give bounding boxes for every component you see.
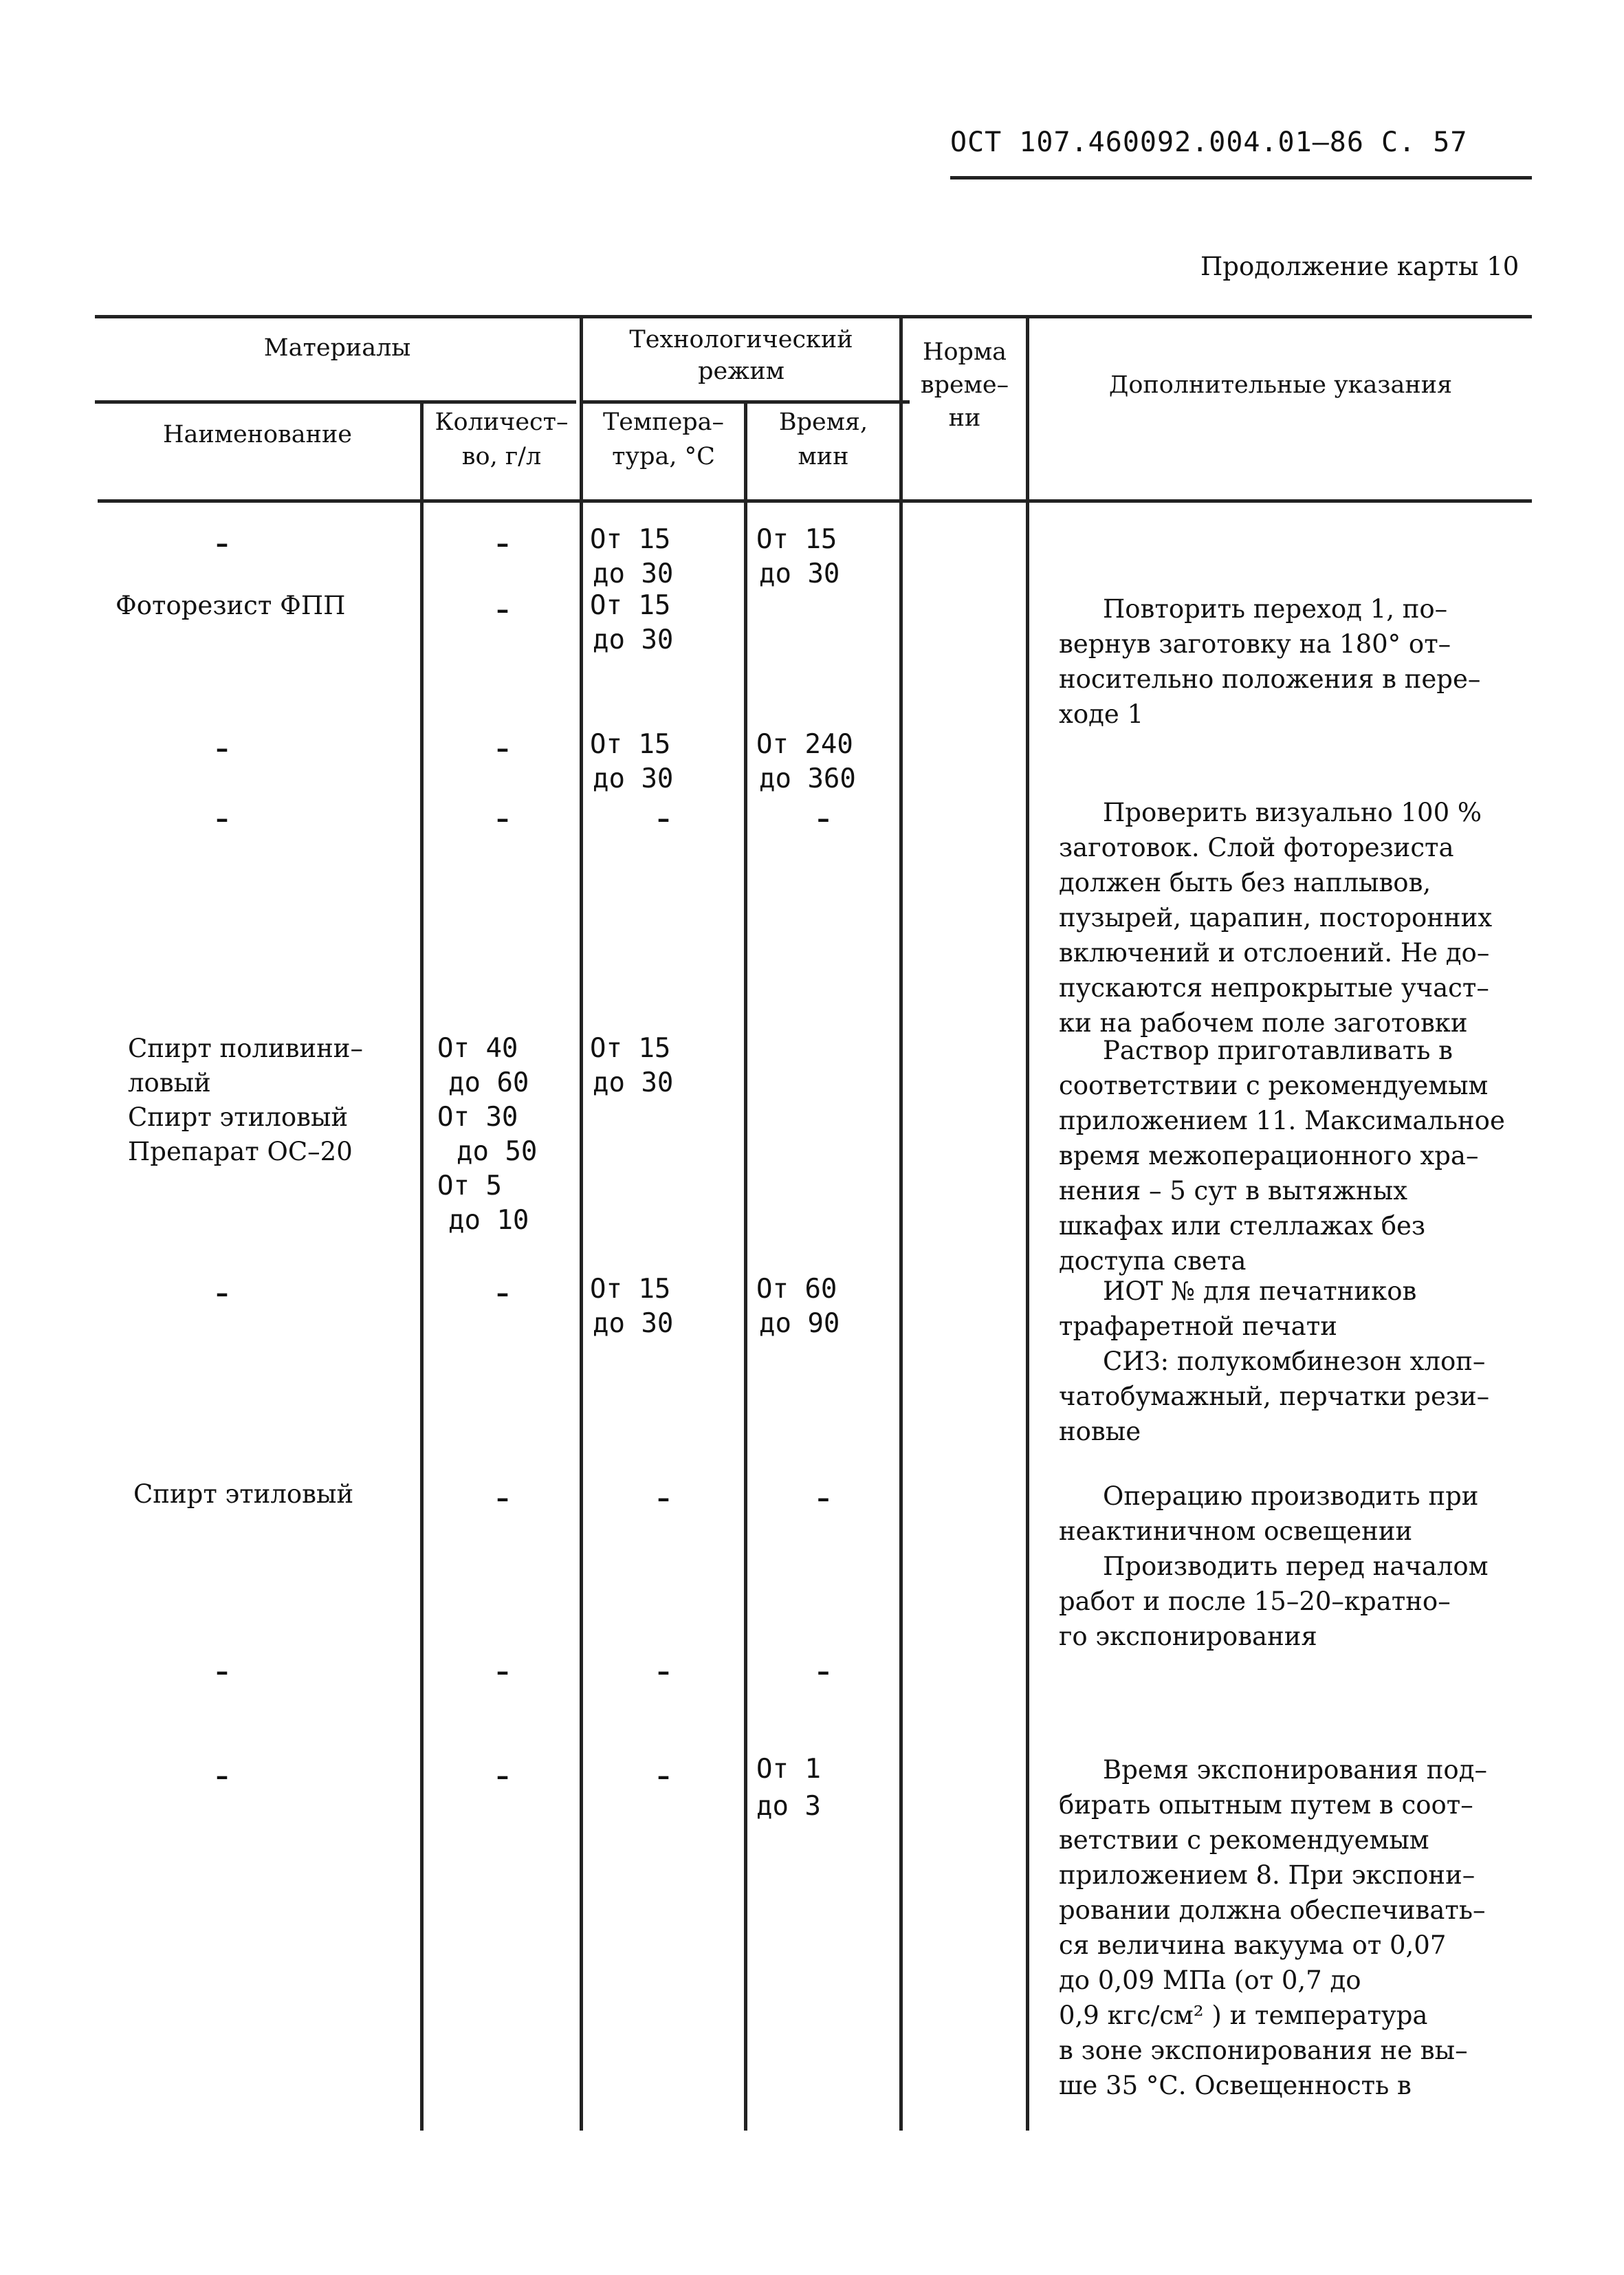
header-time-2: мин — [798, 443, 849, 470]
row2-time-from: От 240 — [756, 729, 853, 760]
row8-time-from: От 1 — [756, 1754, 821, 1785]
header-materials: Материалы — [263, 334, 411, 362]
row4-qty-2-to: до 50 — [457, 1136, 538, 1167]
row5-note: ИОТ № для печатников трафаретной печати СИЗ: полукомбинезон хлоп– чатобумажный, перчатки рези– новые — [1059, 1276, 1490, 1446]
row7-name: – — [215, 1656, 229, 1686]
header-qty-1: Количест– — [435, 409, 569, 436]
row7-time: – — [817, 1656, 830, 1686]
row5-temp-to: до 30 — [593, 1308, 674, 1339]
header-norm-3: ни — [948, 404, 981, 432]
row6-qty: – — [496, 1483, 509, 1513]
row0-name: – — [215, 528, 229, 558]
row2-temp-to: до 30 — [593, 763, 674, 794]
row8-note: Время экспонирования под– бирать опытным путем в соот– ветствии с рекомендуемым приложением 8. При экспони– ровании должна обеспечивать– ся величина вакуума от 0,07 до 0,09 МПа (от 0,7 до 0,9 кгс/см² ) и температура в зоне экспонирования не вы– ше 35 °С. Освещенность в — [1059, 1755, 1487, 2100]
row6-note: Операцию производить при неактиничном освещении Производить перед началом работ и после 15–20–кратно– го экспонирования — [1059, 1481, 1489, 1651]
header-tech-mode-1: Технологический — [629, 326, 853, 353]
row1-note: Повторить переход 1, по– вернув заготовку на 180° от– носительно положения в пере– ходе 1 — [1059, 594, 1481, 729]
header-time-1: Время, — [778, 409, 868, 436]
header-norm-1: Норма — [922, 338, 1007, 366]
row4-note: Раствор приготавливать в соответствии с рекомендуемым приложением 11. Максимальное время межоперационного хра– нения – 5 сут в вытяжных шкафах или стеллажах без доступа света — [1059, 1036, 1505, 1276]
row8-name: – — [215, 1761, 229, 1791]
row3-temp: – — [657, 803, 670, 834]
row4-qty-3-to: до 10 — [448, 1205, 529, 1236]
row4-names: Спирт поливини– ловый Спирт этиловый Препарат ОС–20 — [128, 1034, 363, 1166]
row4-qty-2-from: От 30 — [437, 1102, 518, 1133]
header-bottom-rule — [98, 499, 1532, 503]
row8-qty: – — [496, 1761, 509, 1791]
row7-qty: – — [496, 1656, 509, 1686]
header-underline — [950, 176, 1532, 179]
row1-name: Фоторезист ФПП — [116, 591, 346, 620]
header-norm-2: време– — [920, 371, 1009, 399]
header-extra-instructions: Дополнительные указания — [1108, 371, 1453, 399]
row2-qty: – — [496, 733, 509, 763]
row8-time-to: до 3 — [756, 1791, 821, 1822]
row2-temp-from: От 15 — [590, 729, 671, 760]
row5-temp-from: От 15 — [590, 1274, 671, 1305]
row6-temp: – — [657, 1483, 670, 1513]
row4-qty-1-to: до 60 — [448, 1067, 529, 1098]
col-divider-temp — [744, 400, 747, 2131]
header-temp-1: Темпера– — [602, 409, 725, 436]
header-qty-2: во, г/л — [461, 443, 542, 470]
row4-temp-from: От 15 — [590, 1033, 671, 1064]
row0-time-to: до 30 — [759, 558, 840, 589]
header-temp-2: тура, °С — [612, 443, 715, 470]
table-top-rule — [95, 315, 1532, 318]
row7-temp: – — [657, 1656, 670, 1686]
header-tech-mode-2: режим — [698, 358, 784, 385]
row3-note: Проверить визуально 100 % заготовок. Слой фоторезиста должен быть без наплывов, пузырей, царапин, посторонних включений и отслоений. Не до– пускаются непрокрытые участ– ки на рабочем поле заготовки — [1059, 798, 1493, 1038]
header-temp-unit: °С — [684, 443, 715, 470]
row6-name: Спирт этиловый — [133, 1479, 354, 1509]
col-divider-name — [420, 400, 424, 2131]
row2-name: – — [215, 733, 229, 763]
row2-time-to: до 360 — [759, 763, 856, 794]
row1-qty: – — [496, 594, 509, 624]
materials-subrule — [95, 400, 576, 404]
col-divider-time — [899, 315, 903, 2131]
col-divider-1 — [580, 315, 583, 2131]
row4-qty-3-from: От 5 — [437, 1171, 502, 1201]
row3-qty: – — [496, 803, 509, 834]
continuation-label: Продолжение карты 10 — [1200, 252, 1519, 281]
row5-time-from: От 60 — [756, 1274, 837, 1305]
row5-time-to: до 90 — [759, 1308, 840, 1339]
row5-name: – — [215, 1278, 229, 1308]
row3-time: – — [817, 803, 830, 834]
row0-temp-from: От 15 — [590, 524, 671, 555]
row0-temp-to: до 30 — [593, 558, 674, 589]
row4-temp-to: до 30 — [593, 1067, 674, 1098]
document-number: ОСТ 107.460092.004.01–86 С. 57 — [950, 127, 1468, 158]
row4-qty-1-from: От 40 — [437, 1033, 518, 1064]
col-divider-norm — [1026, 315, 1029, 2131]
row3-name: – — [215, 803, 229, 834]
row0-qty: – — [496, 528, 509, 558]
row5-qty: – — [496, 1278, 509, 1308]
row6-time: – — [817, 1483, 830, 1513]
row1-temp-to: до 30 — [593, 624, 674, 655]
row1-temp-from: От 15 — [590, 590, 671, 621]
row8-temp: – — [657, 1761, 670, 1791]
row0-time-from: От 15 — [756, 524, 837, 555]
header-name: Наименование — [163, 421, 352, 448]
